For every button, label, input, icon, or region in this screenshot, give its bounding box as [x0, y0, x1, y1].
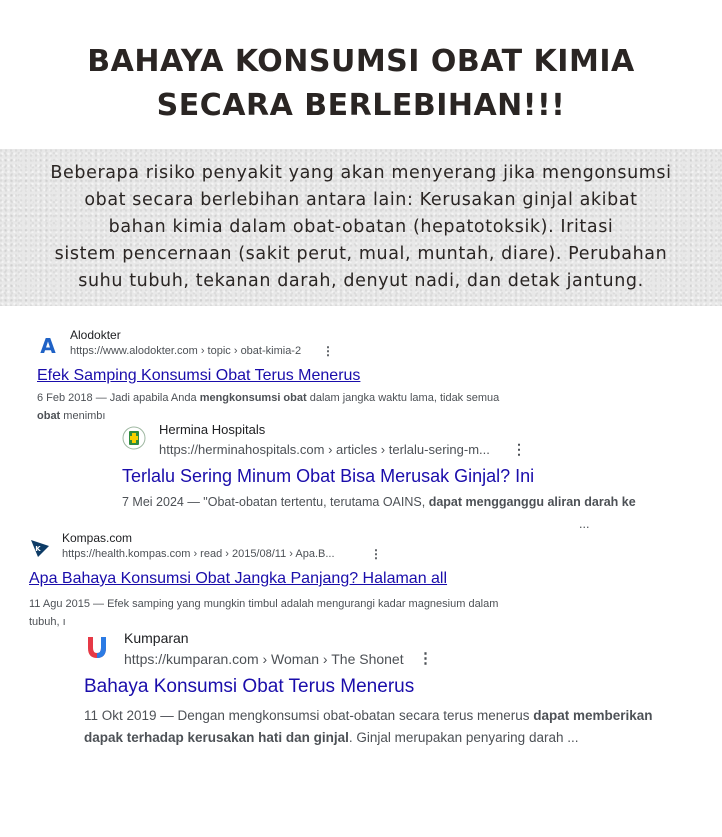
title-line-2: SECARA BERLEBIHAN!!! — [156, 88, 566, 123]
result-url[interactable]: https://herminahospitals.com › articles › terlalu-sering-m... — [159, 442, 490, 457]
result-site-name: Kumparan — [124, 630, 189, 646]
more-options-icon[interactable]: ⋮ — [370, 547, 382, 561]
page-title — [0, 40, 722, 128]
kumparan-logo-icon — [84, 634, 110, 660]
more-options-icon[interactable]: ⋮ — [512, 441, 526, 457]
intro-line-1: Beberapa risiko penyakit yang akan menyerang jika mengonsumsi — [50, 163, 672, 183]
result-url[interactable]: https://www.alodokter.com › topic › obat-kimia-2 — [70, 345, 302, 357]
intro-text — [10, 160, 712, 295]
intro-line-4: sistem pencernaan (sakit perut, mual, muntah, diare). Perubahan — [54, 244, 668, 264]
result-snippet: 6 Feb 2018 — Jadi apabila Anda mengkonsumsi obat dalam jangka waktu lama, tidak semua — [37, 392, 500, 404]
result-title-link[interactable]: Terlalu Sering Minum Obat Bisa Merusak Ginjal? Ini — [122, 466, 535, 486]
title-line-1: BAHAYA KONSUMSI OBAT KIMIA — [87, 44, 635, 79]
result-title-link[interactable]: Efek Samping Konsumsi Obat Terus Menerus — [37, 367, 361, 384]
result-title-link[interactable]: Apa Bahaya Konsumsi Obat Jangka Panjang? Halaman all — [29, 570, 448, 587]
search-result-kompas — [22, 526, 562, 634]
result-snippet-line-2: tubuh, ı — [29, 616, 66, 628]
more-options-icon[interactable]: ⋮ — [322, 344, 334, 358]
result-snippet: 11 Okt 2019 — Dengan mengkonsumsi obat-obatan secara terus menerus dapat memberikan — [84, 708, 653, 723]
intro-line-5: suhu tubuh, tekanan darah, denyut nadi, dan detak jantung. — [78, 271, 644, 291]
alodokter-logo-letter: A — [40, 334, 56, 356]
result-snippet-ellipsis: ... — [579, 517, 590, 531]
hermina-logo-icon — [122, 426, 146, 450]
result-title-link[interactable]: Bahaya Konsumsi Obat Terus Menerus — [84, 676, 415, 697]
alodokter-logo-icon — [37, 334, 59, 356]
more-options-icon[interactable]: ⋮ — [418, 650, 433, 667]
kompas-logo-icon — [29, 537, 51, 559]
result-site-name: Kompas.com — [62, 531, 133, 545]
result-snippet-line-2: dapak terhadap kerusakan hati dan ginjal. Ginjal merupakan penyaring darah ... — [84, 730, 579, 745]
kompas-logo-letter: K — [35, 545, 41, 553]
intro-line-2: obat secara berlebihan antara lain: Kerusakan ginjal akibat — [84, 190, 638, 210]
result-site-name: Hermina Hospitals — [159, 422, 266, 437]
result-snippet-line-2: obat menimbı — [37, 410, 106, 422]
result-snippet: 7 Mei 2024 — "Obat-obatan tertentu, terutama OAINS, dapat mengganggu aliran darah ke — [122, 495, 636, 509]
result-snippet: 11 Agu 2015 — Efek samping yang mungkin timbul adalah mengurangi kadar magnesium dalam — [29, 598, 499, 610]
search-result-kumparan — [74, 624, 694, 752]
search-result-hermina — [112, 414, 692, 532]
result-site-name: Alodokter — [70, 328, 121, 342]
result-url[interactable]: https://kumparan.com › Woman › The Shonet — [124, 651, 404, 667]
result-url[interactable]: https://health.kompas.com › read › 2015/08/11 › Apa.B... — [62, 548, 335, 560]
intro-line-3: bahan kimia dalam obat-obatan (hepatotoksik). Iritasi — [108, 217, 614, 237]
